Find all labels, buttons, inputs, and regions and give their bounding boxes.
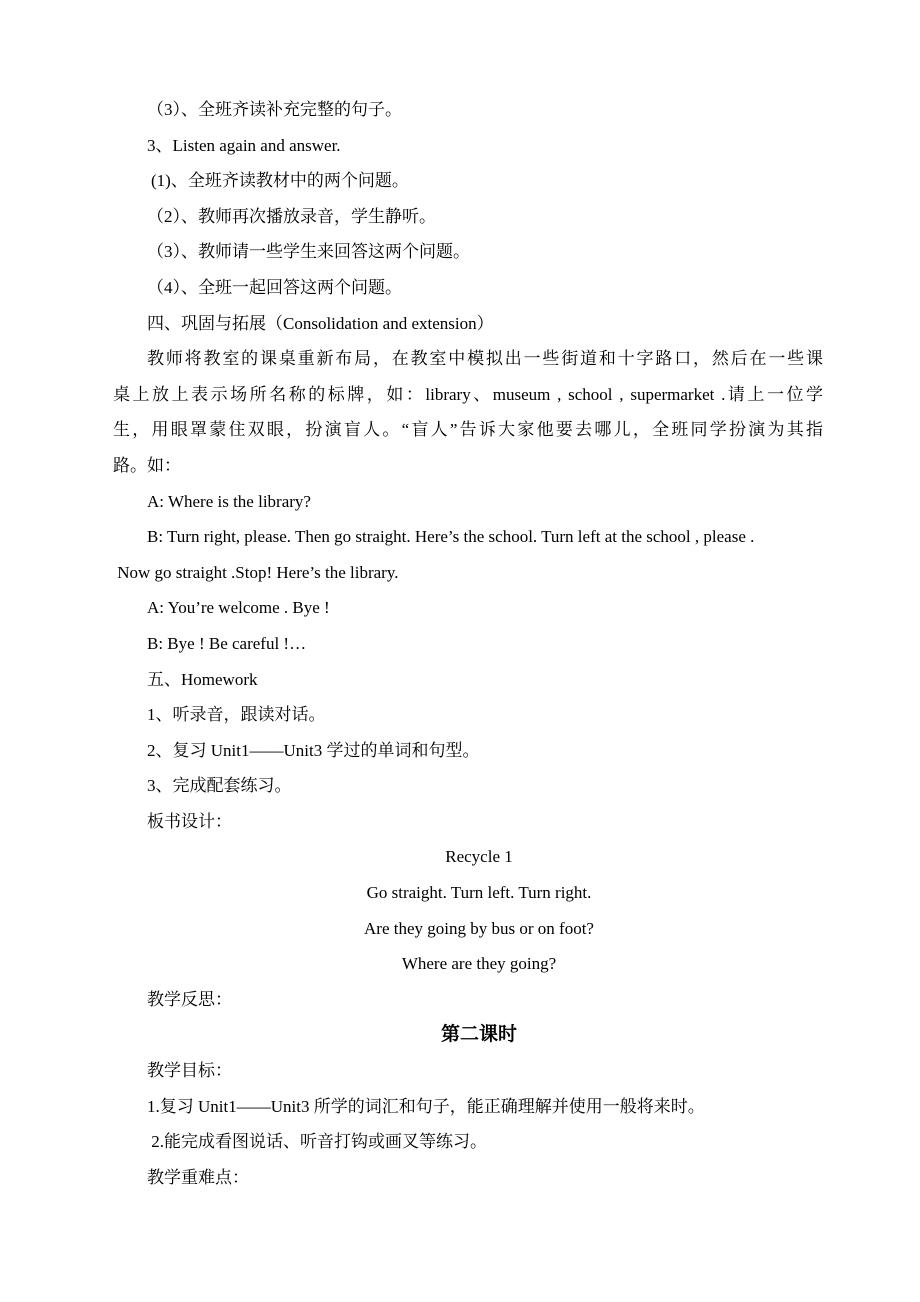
text-line: 教学目标：	[147, 1061, 232, 1081]
text-line: （2）、教师再次播放录音，学生静听。	[147, 206, 436, 226]
dialogue-line: B: Bye ! Be careful !…	[147, 633, 307, 653]
text-line: （3）、教师请一些学生来回答这两个问题。	[147, 242, 470, 262]
board-line: Are they going by bus or on foot?	[364, 918, 594, 938]
text-line: 路。如：	[113, 455, 181, 475]
board-line: Go straight. Turn left. Turn right.	[366, 883, 592, 903]
text-line: 1、听录音，跟读对话。	[147, 705, 326, 725]
text-line: (1)、全班齐读教材中的两个问题。	[151, 171, 409, 191]
text-line: 2、复习 Unit1——Unit3 学过的单词和句型。	[147, 740, 480, 760]
text-line: 教师将教室的课桌重新布局，在教室中模拟出一些街道和十字路口，然后在一些课	[147, 349, 823, 369]
dialogue-line: B: Turn right, please. Then go straight. Here’s the school. Turn left at the school , please .	[147, 527, 755, 547]
text-line: 板书设计：	[147, 811, 232, 831]
section-heading: 五、Homework	[147, 669, 258, 689]
document-page	[113, 92, 823, 1195]
text-line: 1.复习 Unit1——Unit3 所学的词汇和句子，能正确理解并使用一般将来时。	[147, 1096, 705, 1116]
text-line: （4）、全班一起回答这两个问题。	[147, 277, 402, 297]
dialogue-line: A: Where is the library?	[147, 491, 311, 511]
text-line: 3、完成配套练习。	[147, 776, 292, 796]
dialogue-line: Now go straight .Stop! Here’s the library.	[113, 562, 399, 582]
board-line: Where are they going?	[401, 954, 557, 974]
text-line: 教学重难点：	[147, 1167, 249, 1187]
text-line: （3）、全班齐读补充完整的句子。	[147, 100, 402, 119]
text-line: 教学反思：	[147, 989, 232, 1009]
text-line: 2.能完成看图说话、听音打钩或画叉等练习。	[147, 1132, 487, 1152]
section-heading: 四、巩固与拓展（Consolidation and extension）	[147, 313, 494, 333]
text-line: 3、Listen again and answer.	[147, 135, 341, 155]
lesson-title: 第二课时	[440, 1024, 517, 1046]
text-line: 生，用眼罩蒙住双眼，扮演盲人。“盲人”告诉大家他要去哪儿，全班同学扮演为其指	[113, 420, 823, 440]
text-line: 桌上放上表示场所名称的标牌，如：library、museum , school , supermarket .请上一位学	[113, 384, 823, 404]
board-line: Recycle 1	[445, 847, 513, 867]
dialogue-line: A: You’re welcome . Bye !	[147, 598, 330, 618]
